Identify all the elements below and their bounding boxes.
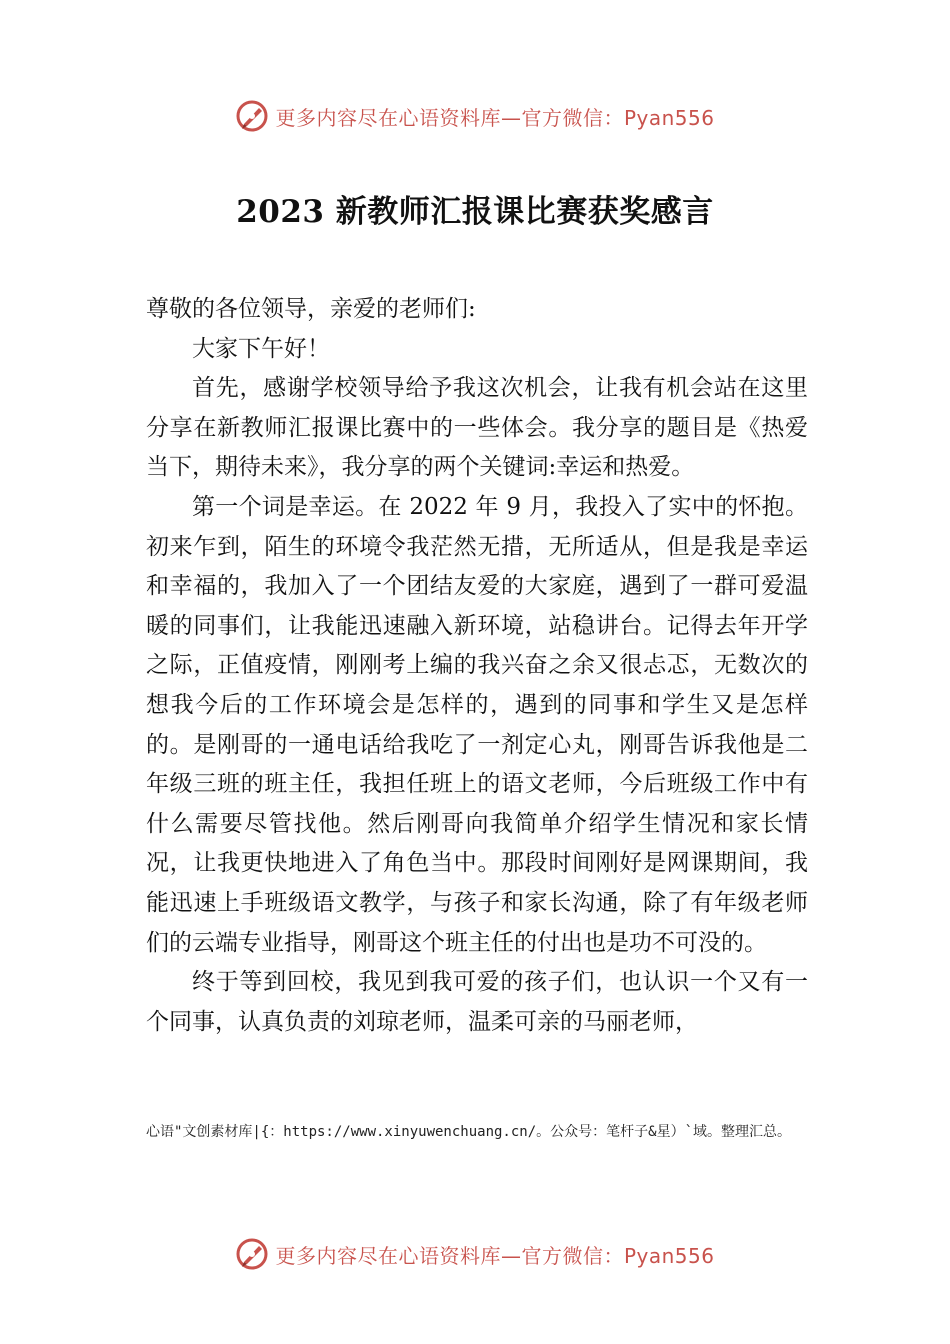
paragraph-intro: 首先，感谢学校领导给予我这次机会，让我有机会站在这里分享在新教师汇报课比赛中的一些体会。我分享的题目是《热爱当下，期待未来》，我分享的两个关键词:幸运和热爱。	[146, 375, 808, 481]
paragraph-luck: 第一个词是幸运。在 2022 年 9 月，我投入了实中的怀抱。初来乍到，陌生的环境令我茫然无措，无所适从，但是我是幸运和幸福的，我加入了一个团结友爱的大家庭，遇到了一群可爱温暖的同事们，让我能迅速融入新环境，站稳讲台。记得去年开学之际，正值疫情，刚刚考上编的我兴奋之余又很忐忑，无数次的想我今后的工作环境会是怎样的，遇到的同事和学生又是怎样的。是刚哥的一通电话给我吃了一剂定心丸，刚哥告诉我他是二年级三班的班主任，我担任班上的语文老师，今后班级工作中有什么需要尽管找他。然后刚哥向我简单介绍学生情况和家长情况，让我更快地进入了角色当中。那段时间刚好是网课期间，我能迅速上手班级语文教学，与孩子和家长沟通，除了有年级老师们的云端专业指导，刚哥这个班主任的付出也是功不可没的。	[146, 493, 808, 956]
quill-logo-icon	[235, 99, 269, 133]
salutation: 尊敬的各位领导，亲爱的老师们:	[146, 296, 476, 322]
footer-banner-text: 更多内容尽在心语资料库—官方微信：Pyan556	[275, 1243, 715, 1268]
source-footnote: 心语"文创素材库|{：https://www.xinyuwenchuang.cn/。公众号：笔杆子&星）`域。整理汇总。	[146, 1124, 792, 1140]
document-body	[146, 290, 808, 1042]
paragraph-return: 终于等到回校，我见到我可爱的孩子们，也认识一个又有一个同事，认真负责的刘琼老师，温柔可亲的马丽老师，	[146, 969, 808, 1035]
quill-logo-icon	[235, 1237, 269, 1271]
footer-banner	[0, 1234, 950, 1274]
header-banner-text: 更多内容尽在心语资料库—官方微信：Pyan556	[275, 105, 715, 130]
paragraph-greeting: 大家下午好！	[192, 335, 330, 362]
document-title: 2023 新教师汇报课比赛获奖感言	[236, 194, 714, 230]
header-banner	[0, 96, 950, 136]
